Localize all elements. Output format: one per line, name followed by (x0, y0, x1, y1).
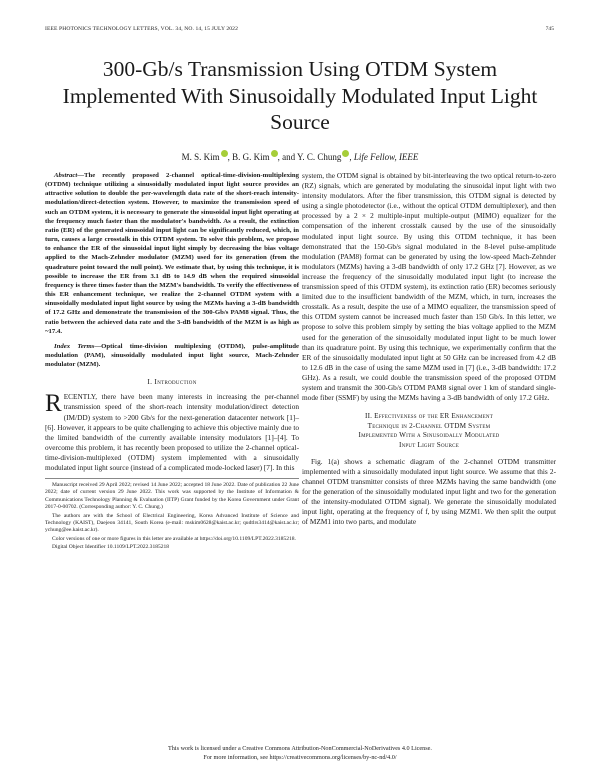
orcid-icon[interactable] (221, 150, 228, 157)
author-membership: Life Fellow, IEEE (353, 152, 419, 162)
license-footer (45, 745, 555, 762)
right-column (302, 171, 556, 527)
intro-paragraph (45, 392, 299, 473)
orcid-icon[interactable] (342, 150, 349, 157)
author-kim-bg: B. G. Kim (232, 152, 270, 162)
footnote-manuscript: Manuscript received 29 April 2022; revised 14 June 2022; accepted 18 June 2022. Date of publication 22 June 2022; date of current version 29 June 2022. This work was supported by the Institute of Information & Communications Technology Planning & Evaluation (IITP) Grant funded by the Korea Government under Grant 2017-0-00702. (Corresponding author: Y. C. Chung.) (45, 482, 299, 511)
section2-paragraph: Fig. 1(a) shows a schematic diagram of the 2-channel OTDM transmitter implemented with a sinusoidally modulated input light source. We assume that this 2-channel OTDM transmitter consists of three MZMs having the same bandwidth (one for the generation of the sinusoidally modulated input light and two for the generation of the intensity-modulated OTDM signal). We generate the sinusoidally modulated input light, operating at the frequency of f, by using MZM1. We then split the output of MZM1 into two parts, and modulate (302, 456, 556, 527)
index-terms-text: Optical time-division multiplexing (OTDM), pulse-amplitude modulation (PAM), sinusoidally modulated input light source, Mach-Zehnder modulator (MZM). (45, 342, 299, 369)
abstract-text: The recently proposed 2-channel optical-time-division-multiplexing (OTDM) technique utilizing a sinusoidally modulated input light source provides an attractive solution to double the per-wavelength data rate of the short-reach intensity-modulation/direct-detection system. However, to maximize the transmission speed of such an OTDM system, it is necessary to generate the sinusoidal input light operating at the frequency much faster than the modulator's bandwidth. As a result, the extinction ratio (ER) of the generated sinusoidal input light can be significantly reduced, which, in turn, causes a large crosstalk in this OTDM system. To solve this problem, we propose to enhance the ER of the sinusoidal input light simply by decreasing the bias voltage applied to the Mach-Zehnder modulator (MZM) used for its generation (from the quadrature point toward the null point). We estimate that, by using this technique, it is possible to increase the ER from 3.1 dB to 14.9 dB when the required sinusoidal frequency is three times faster than the MZM's bandwidth. To verify the effectiveness of this ER enhancement technique, we realize the 2-channel OTDM system with a sinusoidally modulated input light source by using the MZMs having a 3-dB bandwidth of 17.2 GHz and demonstrate the transmission of the 300-Gb/s PAM8 signal. Thus, the ratio between the achieved data rate and the 3-dB bandwidth of the MZM is as high as ~17.4. (45, 172, 299, 335)
journal-header: IEEE PHOTONICS TECHNOLOGY LETTERS, VOL. 34, NO. 14, 15 JULY 2022 (45, 26, 238, 32)
section-heading-introduction: I. Introduction (147, 377, 197, 387)
footnotes (45, 478, 299, 551)
abstract: Abstract—The recently proposed 2-channel optical-time-division-multiplexing (OTDM) technique utilizing a sinusoidally modulated input light source provides an attractive solution to double the per-wavelength data rate of the short-reach intensity-modulation/direct-detection system. However, to maximize the transmission speed of such an OTDM system, it is necessary to generate the sinusoidal input light operating at the frequency much faster than the modulator's bandwidth. As a result, the extinction ratio (ER) of the generated sinusoidal input light can be significantly reduced, which, in turn, causes a large crosstalk in this OTDM system. To solve this problem, we propose to enhance the ER of the sinusoidal input light simply by decreasing the bias voltage applied to the Mach-Zehnder modulator (MZM) used for its generation (from the quadrature point toward the null point). We estimate that, by using this technique, it is possible to increase the ER from 3.1 dB to 14.9 dB when the required sinusoidal frequency is three times faster than the MZM's bandwidth. To verify the effectiveness of this ER enhancement technique, we realize the 2-channel OTDM system with a sinusoidally modulated input light source by using the MZMs having a 3-dB bandwidth of 17.2 GHz and demonstrate the transmission of the 300-Gb/s PAM8 signal. Thus, the ratio between the achieved data rate and the 3-dB bandwidth of the MZM is as high as ~17.4. (45, 172, 299, 335)
orcid-icon[interactable] (271, 150, 278, 157)
index-terms: Index Terms—Optical time-division multiplexing (OTDM), pulse-amplitude modulation (PAM), sinusoidally modulated input light source, Mach-Zehnder modulator (MZM). (45, 342, 299, 369)
footnote-color-versions: Color versions of one or more figures in this letter are available at https://doi.org/10.1109/LPT.2022.3185218. (52, 535, 296, 542)
intro-text: ECENTLY, there have been many interests in increasing the per-channel transmission speed of the short-reach intensity modulation/direct detection (IM/DD) system to >200 Gb/s for the next-generation datacenter network [1]–[6]. However, it appears to be quite challenging to achieve this objective mainly due to the limited bandwidth of the currently available intensity modulators [1]–[4]. To overcome this problem, it has recently been proposed to utilize the 2-channel optical-time-division-multiplexed (OTDM) system implemented with a sinusoidally modulated input light source (instead of a complicated mode-locked laser) [7]. In this (45, 392, 299, 473)
abstract-label: Abstract (54, 172, 78, 179)
left-column (45, 171, 299, 552)
footnote-doi: Digital Object Identifier 10.1109/LPT.2022.3185218 (52, 543, 170, 550)
section-heading-2-line: Implemented With a Sinusoidally Modulated (358, 431, 500, 440)
index-terms-label: Index Terms (54, 342, 95, 350)
section-heading-2-line: Input Light Source (399, 440, 459, 449)
drop-cap: R (45, 390, 62, 418)
section-heading-2-line: Technique in 2-Channel OTDM System (367, 421, 491, 430)
section-heading-2 (302, 412, 556, 450)
section-heading-2-line: II. Effectiveness of the ER Enhancement (364, 412, 493, 421)
author-chung: and Y. C. Chung (282, 152, 342, 162)
license-link-line[interactable]: For more information, see https://creativecommons.org/licenses/by-nc-nd/4.0/ (203, 753, 397, 761)
intro-continued-paragraph: system, the OTDM signal is obtained by bit-interleaving the two optical return-to-zero (RZ) signals, which are generated by modulating the sinusoidal input light with two intensity modulators. After the fiber transmission, this OTDM signal is detected by using a single photodetector (i.e., without the optical OTDM demultiplexer), and then processed by a 2 × 2 multiple-input multiple-output (MIMO) equalizer for the compensation of the inherent crosstalk caused by the use of the sinusoidally modulated input light source. By using this OTDM technique, it has been demonstrated that the 150-Gb/s signal modulated in the 8-level pulse-amplitude modulation (PAM8) format can be generated by using the low-speed Mach-Zehnder modulators (MZMs) having a 3-dB bandwidth of only 17.2 GHz [7]. However, as we increase the frequency of the sinusoidally modulated input light (to increase the transmission speed of this OTDM system), its extinction ratio (ER) becomes seriously limited due to the insufficient bandwidth of the MZM, which, in turn, increases the crosstalk. As a result, despite the use of a MIMO equalizer, the transmission speed of this OTDM system cannot be increased much faster than 150 Gb/s. In this letter, we propose to solve this problem simply by setting the bias voltage applied to the MZM used for the generation of the sinusoidally modulated input light to be much lower than its quadrature point. By using this technique, we experimentally confirm that the ER of the sinusoidally modulated input light at 50 GHz can be increased from 4.2 dB to 12.6 dB in the case of using the same MZM used in [7] (i.e., 3-dB bandwidth: 17.2 GHz). As a result, we could double the transmission speed of the proposed OTDM system and transmit the 300-Gb/s OTDM PAM8 signal over 1 km of standard single-mode fiber (SSMF) by using the MZMs having a 3-dB bandwidth of only 17.2 GHz. (302, 171, 556, 403)
author-kim-ms: M. S. Kim (181, 152, 220, 162)
license-line: This work is licensed under a Creative Commons Attribution-NonCommercial-NoDerivatives 4.0 License. (168, 745, 432, 752)
paper-title: 300-Gb/s Transmission Using OTDM System Implemented With Sinusoidally Modulated Input Light Source (62, 57, 538, 134)
footnote-affiliation: The authors are with the School of Electrical Engineering, Korea Advanced Institute of Science and Technology (KAIST), Daejeon 34141, South Korea (e-mail: mskim0628@kaist.ac.kr; qudtlrs3414@kaist.ac.kr; ychung@ee.kaist.ac.kr). (45, 512, 299, 534)
page-number: 745 (545, 26, 554, 32)
author-line: M. S. Kim , B. G. Kim , and Y. C. Chung , Life Fellow, IEEE (181, 152, 419, 162)
